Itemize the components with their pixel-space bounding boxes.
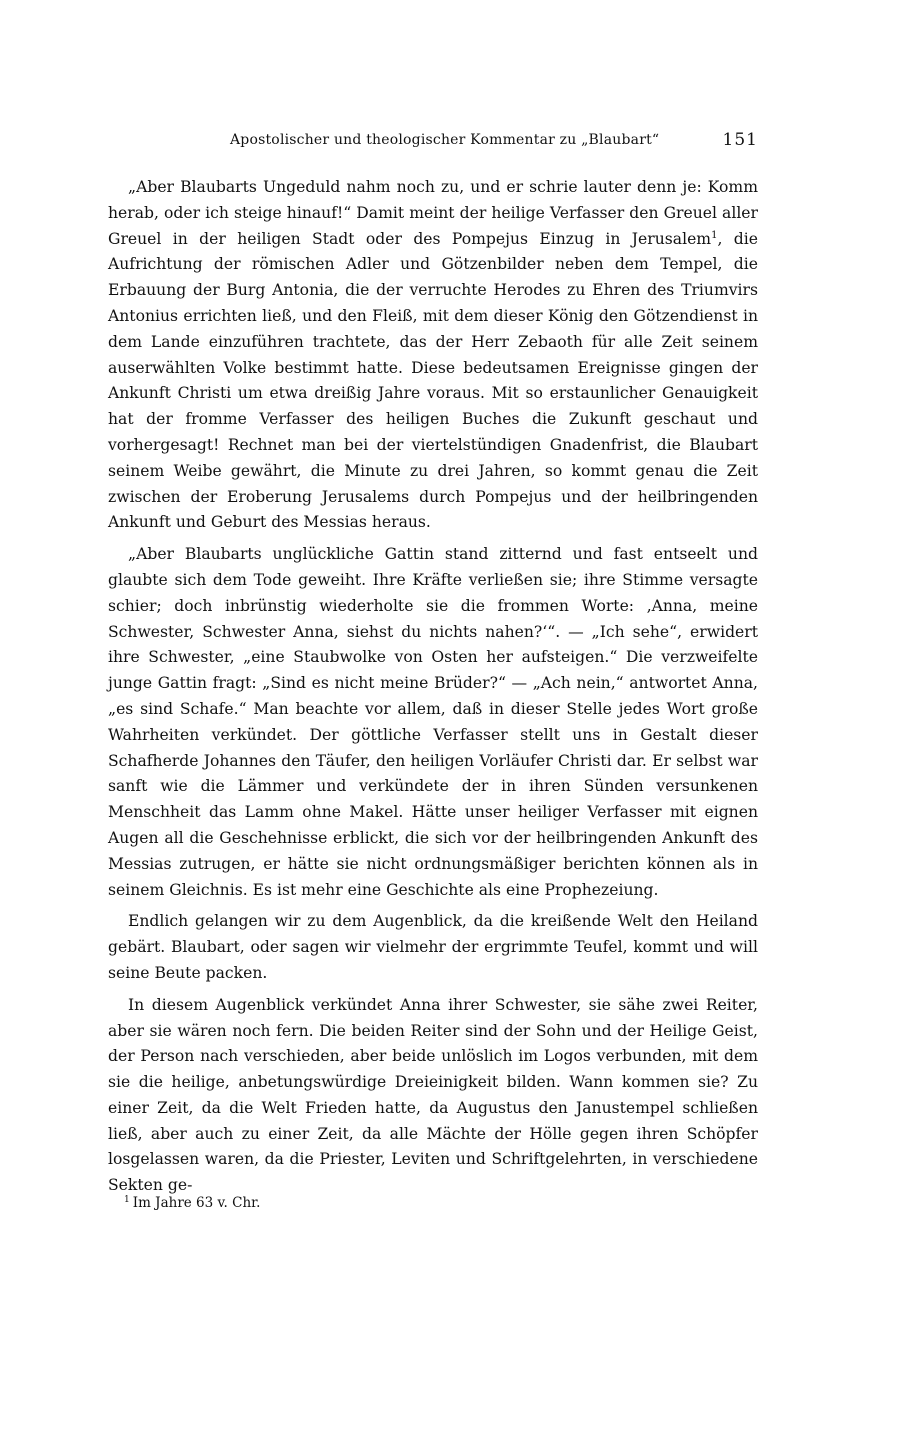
paragraph: In diesem Augenblick verkündet Anna ihrer Schwester, sie sähe zwei Reiter, aber sie wären noch fern. Die beiden Reiter sind der Sohn und der Heilige Geist, der Person nach verschieden, aber beide unlöslich im Logos verbunden, mit dem sie die heilige, anbetungswürdige Dreieinigkeit bilden. Wann kommen sie? Zu einer Zeit, da die Welt Frieden hatte, da Augustus den Janustempel schließen ließ, aber auch zu einer Zeit, da alle Mächte der Hölle gegen ihren Schöpfer losgelassen waren, da die Priester, Leviten und Schriftgelehrten, in verschiedene Sekten ge- [108, 995, 758, 1195]
running-title: Apostolischer und theologischer Kommentar zu „Blaubart“ [230, 132, 660, 148]
paragraph-text: , die Aufrichtung der römischen Adler und Götzenbilder neben dem Tempel, die Erbauung der Burg Antonia, die der verruchte Herodes zu Ehren des Triumvirs Antonius errichten ließ, und den Fleiß, mit dem dieser König den Götzendienst in dem Lande einzuführen trachtete, das der Herr Zebaoth für alle Zeit seinem auserwählten Volke bestimmt hatte. Diese bedeutsamen Ereignisse gingen der Ankunft Christi um etwa dreißig Jahre voraus. Mit so erstaunlicher Genauigkeit hat der fromme Verfasser des heiligen Buches die Zukunft geschaut und vorhergesagt! Rechnet man bei der viertelstündigen Gnadenfrist, die Blaubart seinem Weibe gewährt, die Minute zu drei Jahren, so kommt genau die Zeit zwischen der Eroberung Jerusalems durch Pompejus und der heilbringenden Ankunft und Geburt des Messias heraus. [108, 229, 758, 532]
running-head [108, 128, 758, 156]
footnote-mark: 1 [124, 1194, 130, 1205]
footnote-reference: 1 [711, 229, 718, 241]
body-text [108, 175, 758, 1199]
footnote [124, 1193, 754, 1213]
paragraph: Endlich gelangen wir zu dem Augenblick, da die kreißende Welt den Heiland gebärt. Blaubart, oder sagen wir vielmehr der ergrimmte Teufel, kommt und will seine Beute packen. [108, 912, 758, 982]
paragraph-text: „Aber Blaubarts Ungeduld nahm noch zu, und er schrie lauter denn je: Komm herab, oder ich steige hinauf!“ Damit meint der heilige Verfasser den Greuel aller Greuel in der heiligen Stadt oder des Pompejus Einzug in Jerusalem [108, 178, 758, 248]
paragraph [108, 175, 758, 536]
paragraph: „Aber Blaubarts unglückliche Gattin stand zitternd und fast entseelt und glaubte sich dem Tode geweiht. Ihre Kräfte verließen sie; ihre Stimme versagte schier; doch inbrünstig wiederholte sie die frommen Worte: ‚Anna, meine Schwester, Schwester Anna, siehst du nichts nahen?‘“. — „Ich sehe“, erwidert ihre Schwester, „eine Staubwolke von Osten her aufsteigen.“ Die verzweifelte junge Gattin fragt: „Sind es nicht meine Brüder?“ — „Ach nein,“ antwortet Anna, „es sind Schafe.“ Man beachte vor allem, daß in dieser Stelle jedes Wort große Wahrheiten verkündet. Der göttliche Verfasser stellt uns in Gestalt dieser Schafherde Johannes den Täufer, den heiligen Vorläufer Christi dar. Er selbst war sanft wie die Lämmer und verkündete der in ihren Sünden versunkenen Menschheit das Lamm ohne Makel. Hätte unser heiliger Verfasser mit eignen Augen all die Geschehnisse erblickt, die sich vor der heilbringenden Ankunft des Messias zutrugen, er hätte sie nicht ordnungsmäßiger berichten können als in seinem Gleichnis. Es ist mehr eine Geschichte als eine Prophezeiung. [108, 545, 758, 899]
page-number: 151 [722, 130, 758, 150]
footnote-text: Im Jahre 63 v. Chr. [132, 1195, 261, 1211]
